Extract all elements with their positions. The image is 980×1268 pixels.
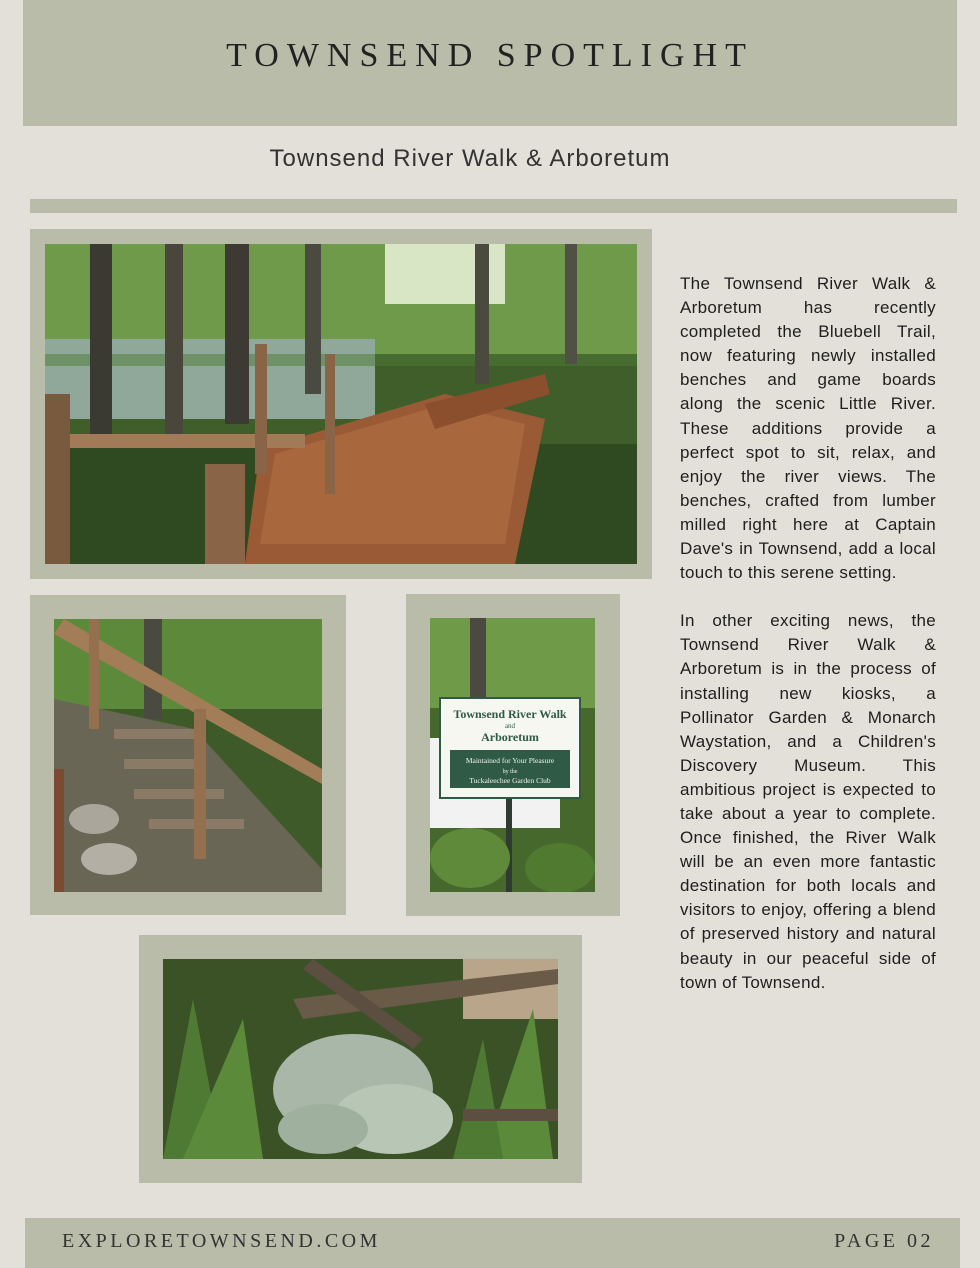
article-body <box>680 272 936 1019</box>
sign-line-5: by the <box>502 769 518 775</box>
divider <box>30 199 957 213</box>
photo-garden-sign <box>430 618 595 892</box>
sign-line-1: Townsend River Walk <box>453 707 567 721</box>
photo-deck-bench <box>45 244 637 564</box>
article-paragraph-1: The Townsend River Walk & Arboretum has recently completed the Bluebell Trail, now featuring newly installed benches and game boards along the scenic Little River. These additions provide a perfect spot to sit, relax, and enjoy the river views. The benches, crafted from lumber milled right here at Captain Dave's in Townsend, add a local touch to this serene setting. <box>680 274 936 583</box>
page-title: TOWNSEND SPOTLIGHT <box>226 37 754 74</box>
article-paragraph-2: In other exciting news, the Townsend River Walk & Arboretum is in the process of installing new kiosks, a Pollinator Garden & Monarch Waystation, and a Children's Discovery Museum. This ambitious project is expected to take about a year to complete. Once finished, the River Walk will be an even more fantastic destination for both locals and visitors to enjoy, offering a blend of preserved history and natural beauty in our peaceful side of town of Townsend. <box>680 611 936 992</box>
sign-line-6: Tuckaleechee Garden Club <box>469 776 551 785</box>
sign-line-4: Maintained for Your Pleasure <box>465 756 555 765</box>
header-band <box>23 0 957 126</box>
footer-website: EXPLORETOWNSEND.COM <box>62 1230 381 1252</box>
sign-line-2: and <box>504 722 516 730</box>
article-subtitle: Townsend River Walk & Arboretum <box>269 145 671 172</box>
footer-band <box>25 1218 960 1268</box>
footer-page-number: PAGE 02 <box>834 1230 934 1252</box>
sign-line-3: Arboretum <box>481 730 539 744</box>
photo-pollinator-plants <box>163 959 558 1159</box>
photo-stone-steps <box>54 619 322 892</box>
